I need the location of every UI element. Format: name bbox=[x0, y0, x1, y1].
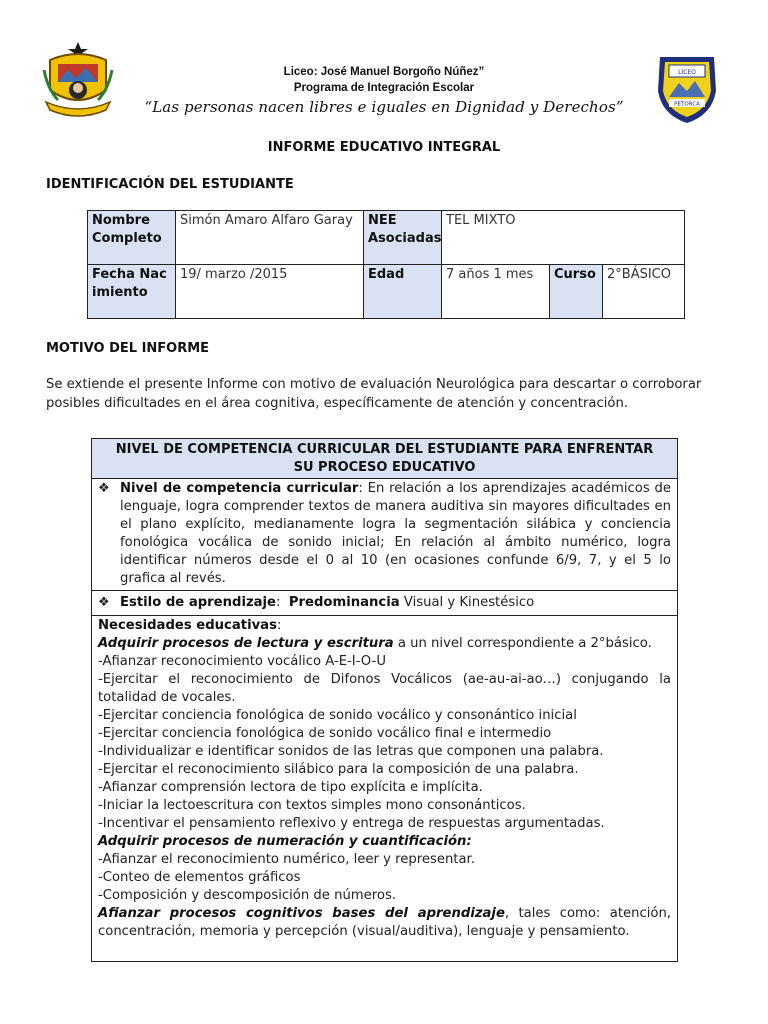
curricular-text: : En relación a los aprendizajes académicos de lenguaje, logra comprender textos de manera auditiva sin mayores dificultades en el plano explícito, medianamente logra la segmentación silábica y conciencia fonológica vocálica de sonido inicial; En relación al ámbito numérico, logra identificar números desde el 0 al 10 (en ocasiones confunde 6/9, 7, y el 5 lo grafica al revés. bbox=[120, 481, 671, 586]
needs-label: Necesidades educativas bbox=[98, 618, 277, 633]
school-crest-logo bbox=[40, 40, 116, 120]
liceo-shield-logo bbox=[652, 45, 722, 125]
list-item: -Afianzar comprensión lectora de tipo explícita e implícita. bbox=[98, 780, 483, 795]
motto: “Las personas nacen libres e iguales en Dignidad y Derechos” bbox=[144, 98, 624, 116]
student-identification-table bbox=[87, 210, 685, 319]
list-item: -Individualizar e identificar sonidos de las letras que componen una palabra. bbox=[98, 744, 604, 759]
identification-heading: IDENTIFICACIÓN DEL ESTUDIANTE bbox=[46, 177, 294, 192]
motive-heading: MOTIVO DEL INFORME bbox=[46, 341, 210, 356]
reading-items-list bbox=[98, 653, 671, 833]
program-name: Programa de Integración Escolar bbox=[293, 82, 475, 94]
competence-table bbox=[91, 438, 678, 962]
nee-label: NEE Asociadas bbox=[364, 211, 442, 265]
diamond-bullet-icon: ❖ bbox=[98, 481, 110, 496]
name-value: Simón Amaro Alfaro Garay bbox=[176, 211, 364, 265]
reading-title: Adquirir procesos de lectura y escritura bbox=[98, 636, 394, 651]
list-item: -Iniciar la lectoescritura con textos simples mono consonánticos. bbox=[98, 798, 526, 813]
needs-colon: : bbox=[276, 618, 282, 633]
logo-liceo-text: LICEO bbox=[678, 69, 696, 76]
curricular-label: Nivel de competencia curricular bbox=[120, 481, 359, 496]
list-item: -Afianzar el reconocimiento numérico, leer y representar. bbox=[98, 852, 475, 867]
age-value: 7 años 1 mes bbox=[442, 265, 550, 319]
list-item: -Incentivar el pensamiento reflexivo y entrega de respuestas argumentadas. bbox=[98, 816, 605, 831]
course-value: 2°BÁSICO bbox=[603, 265, 685, 319]
style-text: Visual y Kinestésico bbox=[399, 595, 535, 610]
educational-needs-row bbox=[92, 616, 677, 961]
name-label: Nombre Completo bbox=[88, 211, 176, 265]
cognitive-title: Afianzar procesos cognitivos bases del aprendizaje bbox=[98, 906, 505, 921]
birth-label: Fecha Nacimiento bbox=[88, 265, 176, 319]
numeration-colon: : bbox=[466, 834, 472, 849]
cognitive-text: , tales como: atención, concentración, memoria y percepción (visual/auditiva), lenguaje y pensamiento. bbox=[98, 906, 671, 939]
list-item: -Ejercitar conciencia fonológica de sonido vocálico final e intermedio bbox=[98, 726, 552, 741]
motive-text: Se extiende el presente Informe con motivo de evaluación Neurológica para descartar o corroborar posibles dificultades en el área cognitiva, específicamente de atención y concentración. bbox=[46, 377, 702, 411]
list-item: -Conteo de elementos gráficos bbox=[98, 870, 301, 885]
curricular-level-row bbox=[92, 479, 677, 591]
birth-value: 19/ marzo /2015 bbox=[176, 265, 364, 319]
nee-value: TEL MIXTO bbox=[442, 211, 685, 265]
list-item: -Afianzar reconocimiento vocálico A-E-I-O-U bbox=[98, 654, 386, 669]
style-bold: Predominancia bbox=[288, 595, 400, 610]
list-item: -Ejercitar el reconocimiento silábico para la composición de una palabra. bbox=[98, 762, 579, 777]
diamond-bullet-icon: ❖ bbox=[98, 595, 110, 610]
style-separator: : bbox=[276, 595, 281, 610]
list-item: -Composición y descomposición de números. bbox=[98, 888, 397, 903]
numeration-title: Adquirir procesos de numeración y cuantificación bbox=[98, 834, 467, 849]
reading-suffix: a un nivel correspondiente a 2°básico. bbox=[393, 636, 652, 651]
course-label: Curso bbox=[550, 265, 603, 319]
logo-place-text: PETORCA bbox=[674, 101, 700, 108]
school-name: Liceo: José Manuel Borgoño Núñez” bbox=[283, 66, 485, 78]
list-item: -Ejercitar conciencia fonológica de sonido vocálico y consonántico inicial bbox=[98, 708, 577, 723]
age-label: Edad bbox=[364, 265, 442, 319]
document-title: INFORME EDUCATIVO INTEGRAL bbox=[267, 140, 501, 155]
style-label: Estilo de aprendizaje bbox=[120, 595, 277, 610]
list-item: -Ejercitar el reconocimiento de Difonos Vocálicos (ae-au-ai-ao…) conjugando la totalidad de vocales. bbox=[98, 672, 671, 705]
competence-heading: NIVEL DE COMPETENCIA CURRICULAR DEL ESTUDIANTE PARA ENFRENTAR SU PROCESO EDUCATIVO bbox=[92, 439, 677, 479]
learning-style-row bbox=[92, 591, 677, 616]
